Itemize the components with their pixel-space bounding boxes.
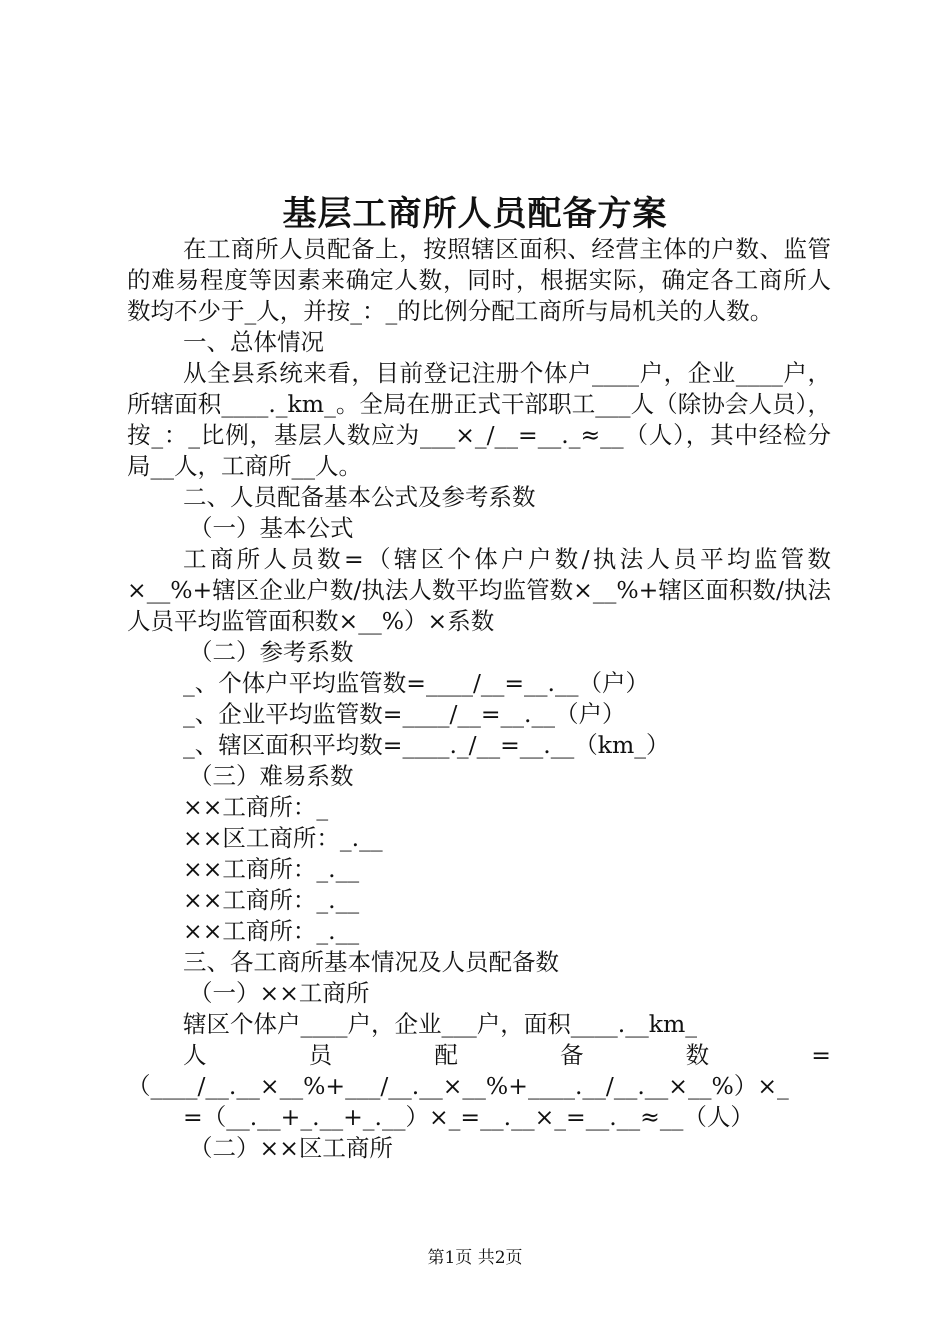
station-info-line: 辖区个体户____户，企业___户，面积____.__km_	[183, 1010, 697, 1038]
section-heading: 一、总体情况	[183, 328, 324, 356]
coefficient-line: _、辖区面积平均数=____._/__=__.__（km_）	[183, 731, 670, 759]
difficulty-line: ××工商所：_.__	[183, 855, 360, 883]
document-body	[127, 234, 831, 1164]
station-result-line: =（__.__+_.__+_.__）×_=__.__×_=__.__≈__（人）	[183, 1103, 754, 1131]
subsection-heading: （二）参考系数	[189, 638, 354, 666]
difficulty-line: ××工商所：_	[183, 793, 329, 821]
coefficient-line: _、个体户平均监管数=____/__=__.__（户）	[183, 669, 650, 697]
station-calc-paragraph: 人员配备数=（____/__.__×__%+___/__.__×__%+____.__/__.__×__%）×_	[127, 1041, 831, 1100]
difficulty-line: ××区工商所：_.__	[183, 824, 383, 852]
subsection-heading: （三）难易系数	[189, 762, 354, 790]
subsection-heading: （二）××区工商所	[189, 1134, 393, 1162]
overview-paragraph: 从全县系统来看，目前登记注册个体户____户，企业____户，所辖面积____._km_。全局在册正式干部职工___人（除协会人员），按_：_比例，基层人数应为___×_/__=__._≈__（人），其中经检分局__人，工商所__人。	[127, 359, 831, 480]
intro-paragraph: 在工商所人员配备上，按照辖区面积、经营主体的户数、监管的难易程度等因素来确定人数，同时，根据实际，确定各工商所人数均不少于_人，并按_：_的比例分配工商所与局机关的人数。	[127, 235, 831, 325]
section-heading: 二、人员配备基本公式及参考系数	[183, 483, 536, 511]
subsection-heading: （一）××工商所	[189, 979, 370, 1007]
section-heading: 三、各工商所基本情况及人员配备数	[183, 948, 559, 976]
page-footer: 第1页 共2页	[427, 1248, 523, 1268]
subsection-heading: （一）基本公式	[189, 514, 354, 542]
document-title: 基层工商所人员配备方案	[282, 194, 668, 234]
difficulty-line: ××工商所：_.__	[183, 917, 360, 945]
difficulty-line: ××工商所：_.__	[183, 886, 360, 914]
formula-paragraph: 工商所人员数=（辖区个体户户数/执法人员平均监管数×__%+辖区企业户数/执法人数平均监管数×__%+辖区面积数/执法人员平均监管面积数×__%）×系数	[127, 545, 831, 635]
coefficient-line: _、企业平均监管数=____/__=__.__（户）	[183, 700, 626, 728]
